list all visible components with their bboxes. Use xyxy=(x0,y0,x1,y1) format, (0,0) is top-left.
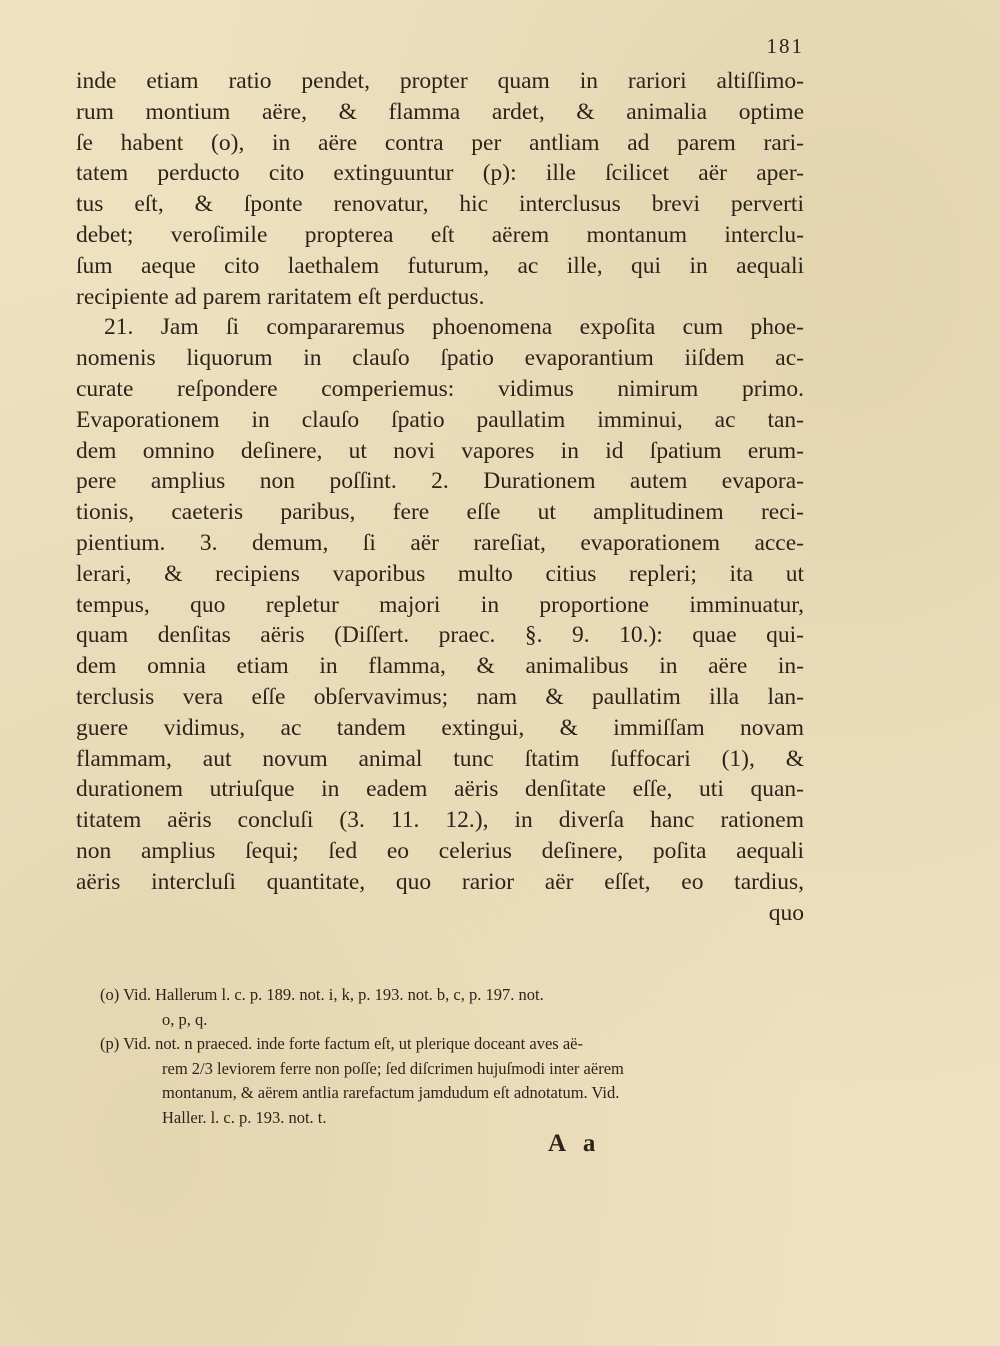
footnote-o-continued: o, p, q. xyxy=(162,1009,208,1029)
footnote-p-continued: rem 2/3 leviorem ferre non poſſe; ſed diſcrimen hujuſmodi inter aërem xyxy=(162,1058,624,1078)
text-line: flammam, aut novum animal tunc ſtatim ſuffocari (1), & xyxy=(76,745,804,772)
catchword: quo xyxy=(768,899,804,926)
text-line: rum montium aëre, & flamma ardet, & animalia optime xyxy=(76,98,804,125)
main-text xyxy=(76,66,804,928)
text-line: debet; veroſimile propterea eſt aërem montanum interclu- xyxy=(76,221,804,248)
text-line: tus eſt, & ſponte renovatur, hic interclusus brevi perverti xyxy=(76,191,804,218)
footnote-p: (p) Vid. not. n praeced. inde forte factum eſt, ut plerique doceant aves aë- xyxy=(100,1034,583,1053)
text-line: curate reſpondere comperiemus: vidimus nimirum primo. xyxy=(76,375,804,402)
signature-mark: A a xyxy=(548,1130,602,1157)
text-line: Evaporationem in clauſo ſpatio paullatim imminui, ac tan- xyxy=(76,406,804,433)
text-line: dem omnino deſinere, ut novi vapores in id ſpatium erum- xyxy=(76,437,804,464)
text-line: inde etiam ratio pendet, propter quam in rariori altiſſimo- xyxy=(76,68,804,94)
footnote-p-continued: Haller. l. c. p. 193. not. t. xyxy=(162,1107,327,1127)
text-line: quam denſitas aëris (Diſſert. praec. §. 9. 10.): quae qui- xyxy=(76,622,804,649)
text-line: titatem aëris concluſi (3. 11. 12.), in diverſa hanc rationem xyxy=(76,807,804,834)
text-line: durationem utriuſque in eadem aëris denſitate eſſe, uti quan- xyxy=(76,776,804,803)
text-line: recipiente ad parem raritatem eſt perductus. xyxy=(76,283,485,310)
text-line: lerari, & recipiens vaporibus multo citius repleri; ita ut xyxy=(76,560,804,587)
text-line: ſum aeque cito laethalem futurum, ac ille, qui in aequali xyxy=(76,252,804,279)
text-line: pere amplius non poſſint. 2. Durationem autem evapora- xyxy=(76,468,804,495)
footnote-p-continued: montanum, & aërem antlia rarefactum jamdudum eſt adnotatum. Vid. xyxy=(162,1083,620,1102)
text-line: nomenis liquorum in clauſo ſpatio evaporantium iiſdem ac- xyxy=(76,345,804,372)
text-line: tatem perducto cito extinguuntur (p): ille ſcilicet aër aper- xyxy=(76,160,804,187)
text-line: non amplius ſequi; ſed eo celerius deſinere, poſita aequali xyxy=(76,837,804,864)
text-line: tempus, quo repletur majori in proportione imminuatur, xyxy=(76,591,804,618)
page-number: 181 xyxy=(766,34,804,58)
paragraph-start-line: 21. Jam ſi compararemus phoenomena expoſita cum phoe- xyxy=(104,314,804,341)
text-line: terclusis vera eſſe obſervavimus; nam & paullatim illa lan- xyxy=(76,683,804,710)
footnotes xyxy=(100,983,810,1130)
footnote-o: (o) Vid. Hallerum l. c. p. 189. not. i, k, p. 193. not. b, c, p. 197. not. xyxy=(100,985,544,1004)
text-line: guere vidimus, ac tandem extingui, & immiſſam novam xyxy=(76,714,804,741)
text-line: aëris intercluſi quantitate, quo rarior aër eſſet, eo tardius, xyxy=(76,868,804,895)
text-line: tionis, caeteris paribus, fere eſſe ut amplitudinem reci- xyxy=(76,499,804,526)
text-line: dem omnia etiam in flamma, & animalibus in aëre in- xyxy=(76,653,804,680)
text-line: ſe habent (o), in aëre contra per antliam ad parem rari- xyxy=(76,129,804,156)
text-line: pientium. 3. demum, ſi aër rareſiat, evaporationem acce- xyxy=(76,529,804,556)
